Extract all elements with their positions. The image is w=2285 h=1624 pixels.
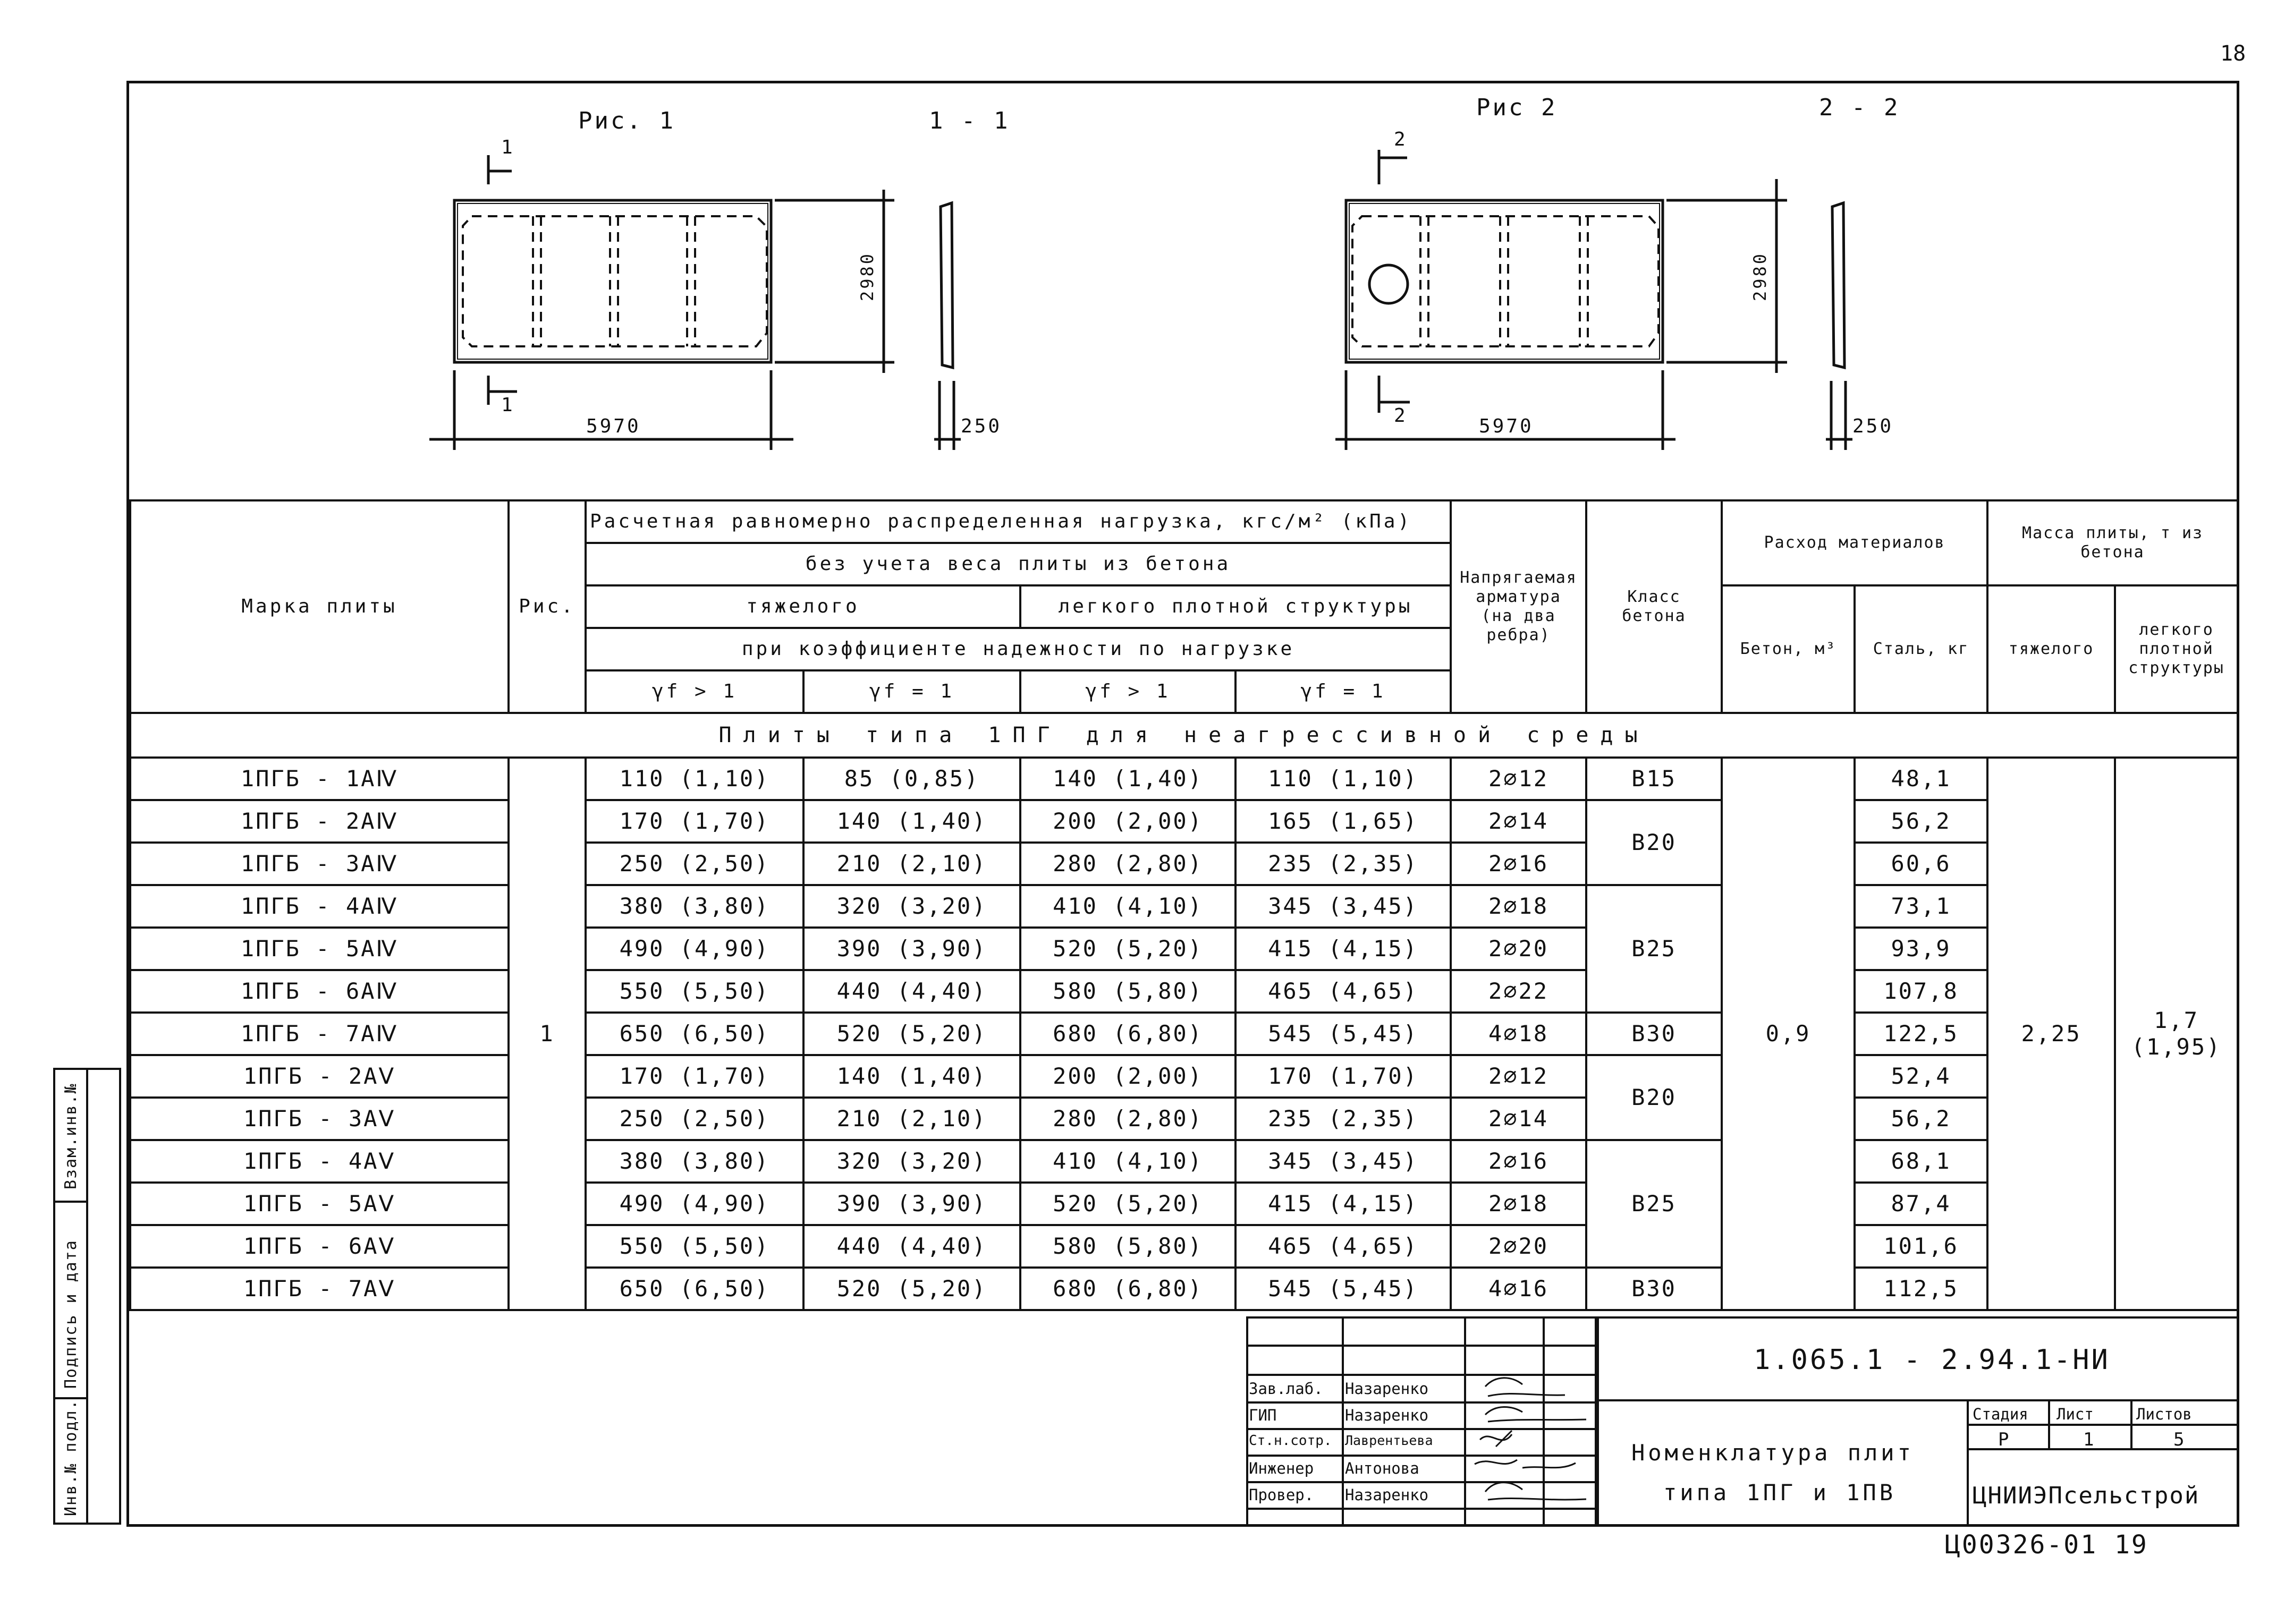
row-mark: 1ПГБ - 1АⅣ [130, 758, 509, 800]
role-0: Зав.лаб. [1249, 1380, 1323, 1398]
header-gf-eq1-light: γf = 1 [1235, 670, 1451, 713]
fig2-length-dim: 5970 [1479, 415, 1534, 437]
row-heavy-gt1: 380 (3,80) [586, 885, 803, 928]
row-class: В20 [1586, 800, 1722, 885]
row-heavy-eq1: 210 (2,10) [803, 843, 1020, 885]
row-heavy-gt1: 650 (6,50) [586, 1268, 803, 1310]
fig1-thickness-dim: 250 [961, 415, 1002, 437]
nomenclature-table [129, 499, 2239, 1311]
mass-light-value [2115, 758, 2238, 1310]
row-heavy-gt1: 650 (6,50) [586, 1013, 803, 1055]
row-steel: 56,2 [1855, 800, 1987, 843]
table-row [130, 1055, 2238, 1098]
row-heavy-eq1: 520 (5,20) [803, 1013, 1020, 1055]
header-materials: Расход материалов [1722, 500, 1987, 585]
stage-value: Р [1998, 1429, 2009, 1450]
row-mark: 1ПГБ - 7АⅤ [130, 1268, 509, 1310]
row-heavy-eq1: 390 (3,90) [803, 928, 1020, 970]
row-light-eq1: 235 (2,35) [1235, 1098, 1451, 1140]
row-steel: 112,5 [1855, 1268, 1987, 1310]
title-line-1: Номенклатура плит [1631, 1440, 1914, 1466]
row-mark: 1ПГБ - 6АⅤ [130, 1225, 509, 1268]
header-light: легкого плотной структуры [1020, 585, 1451, 628]
table-row [130, 1225, 2238, 1268]
cut-mark-1-top: 1 [501, 137, 515, 158]
row-light-gt1: 280 (2,80) [1020, 843, 1235, 885]
stage-label: Стадия [1973, 1405, 2028, 1423]
row-heavy-eq1: 140 (1,40) [803, 800, 1020, 843]
organization: ЦНИИЭПсельстрой [1973, 1482, 2200, 1509]
row-light-eq1: 415 (4,15) [1235, 1183, 1451, 1225]
table-row [130, 1140, 2238, 1183]
row-heavy-gt1: 550 (5,50) [586, 970, 803, 1013]
row-mark: 1ПГБ - 4АⅤ [130, 1140, 509, 1183]
row-mark: 1ПГБ - 2АⅤ [130, 1055, 509, 1098]
row-rebar: 2⌀22 [1451, 970, 1586, 1013]
row-mark: 1ПГБ - 4АⅣ [130, 885, 509, 928]
table-row [130, 928, 2238, 970]
row-heavy-eq1: 140 (1,40) [803, 1055, 1020, 1098]
row-steel: 68,1 [1855, 1140, 1987, 1183]
strip-replace-inv: Взам.инв.№ [62, 1083, 80, 1189]
table-row [130, 1013, 2238, 1055]
row-heavy-eq1: 440 (4,40) [803, 1225, 1020, 1268]
row-light-gt1: 410 (4,10) [1020, 1140, 1235, 1183]
row-heavy-gt1: 250 (2,50) [586, 1098, 803, 1140]
strip-sign-date: Подпись и дата [62, 1239, 80, 1389]
row-steel: 87,4 [1855, 1183, 1987, 1225]
strip-inv-orig: Инв.№ подл. [62, 1399, 80, 1516]
row-light-eq1: 465 (4,65) [1235, 970, 1451, 1013]
row-heavy-gt1: 110 (1,10) [586, 758, 803, 800]
row-class: В25 [1586, 1140, 1722, 1268]
name-4: Назаренко [1345, 1486, 1429, 1504]
row-mark: 1ПГБ - 3АⅤ [130, 1098, 509, 1140]
fig2-thickness-dim: 250 [1852, 415, 1894, 437]
row-light-eq1: 415 (4,15) [1235, 928, 1451, 970]
row-rebar: 2⌀16 [1451, 1140, 1586, 1183]
row-light-gt1: 520 (5,20) [1020, 928, 1235, 970]
header-load-sub: без учета веса плиты из бетона [586, 543, 1451, 585]
sheets-value: 5 [2173, 1429, 2185, 1450]
row-heavy-eq1: 520 (5,20) [803, 1268, 1020, 1310]
fig2-section-label: 2 - 2 [1819, 94, 1900, 121]
row-light-gt1: 280 (2,80) [1020, 1098, 1235, 1140]
row-heavy-gt1: 490 (4,90) [586, 928, 803, 970]
table-row [130, 885, 2238, 928]
row-light-gt1: 680 (6,80) [1020, 1268, 1235, 1310]
row-heavy-eq1: 320 (3,20) [803, 1140, 1020, 1183]
mass-heavy-value: 2,25 [1987, 758, 2115, 1310]
drawings-area [129, 83, 2237, 498]
table-row [130, 843, 2238, 885]
header-gf-gt1-light: γf > 1 [1020, 670, 1235, 713]
fig2-width-dim: 2980 [1750, 251, 1770, 301]
row-class: В30 [1586, 1013, 1722, 1055]
row-steel: 56,2 [1855, 1098, 1987, 1140]
row-light-eq1: 545 (5,45) [1235, 1013, 1451, 1055]
table-row [130, 800, 2238, 843]
row-light-eq1: 170 (1,70) [1235, 1055, 1451, 1098]
row-rebar: 2⌀14 [1451, 1098, 1586, 1140]
concrete-volume: 0,9 [1722, 758, 1855, 1310]
fig2-label: Рис 2 [1476, 94, 1558, 121]
row-rebar: 2⌀12 [1451, 758, 1586, 800]
row-steel: 122,5 [1855, 1013, 1987, 1055]
row-steel: 107,8 [1855, 970, 1987, 1013]
header-concrete-class: Класс бетона [1586, 500, 1722, 713]
row-rebar: 4⌀16 [1451, 1268, 1586, 1310]
row-rebar: 2⌀18 [1451, 885, 1586, 928]
row-heavy-gt1: 170 (1,70) [586, 1055, 803, 1098]
row-light-gt1: 200 (2,00) [1020, 800, 1235, 843]
row-steel: 48,1 [1855, 758, 1987, 800]
row-rebar: 2⌀14 [1451, 800, 1586, 843]
header-rebar: Напрягаемая арматура (на два ребра) [1451, 500, 1586, 713]
row-heavy-gt1: 250 (2,50) [586, 843, 803, 885]
row-heavy-eq1: 85 (0,85) [803, 758, 1020, 800]
sheet-label: Лист [2056, 1405, 2094, 1423]
mass-light-value-1: 1,7 [2154, 1007, 2199, 1033]
cut-mark-2-bottom: 2 [1394, 405, 1408, 427]
side-strip [53, 1068, 121, 1525]
row-heavy-gt1: 550 (5,50) [586, 1225, 803, 1268]
header-gf-eq1-heavy: γf = 1 [803, 670, 1020, 713]
sheet-value: 1 [2083, 1429, 2094, 1450]
row-class: В20 [1586, 1055, 1722, 1140]
row-light-gt1: 520 (5,20) [1020, 1183, 1235, 1225]
row-heavy-eq1: 210 (2,10) [803, 1098, 1020, 1140]
header-mark: Марка плиты [130, 500, 509, 713]
row-light-gt1: 140 (1,40) [1020, 758, 1235, 800]
table-row [130, 1268, 2238, 1310]
row-light-eq1: 545 (5,45) [1235, 1268, 1451, 1310]
name-2: Лаврентьева [1345, 1433, 1433, 1448]
plate-drawings-svg [129, 83, 2237, 498]
row-steel: 101,6 [1855, 1225, 1987, 1268]
role-1: ГИП [1249, 1406, 1277, 1424]
row-light-eq1: 110 (1,10) [1235, 758, 1451, 800]
row-class: В30 [1586, 1268, 1722, 1310]
cut-mark-1-bottom: 1 [501, 394, 515, 416]
fig1-length-dim: 5970 [586, 415, 641, 437]
row-steel: 73,1 [1855, 885, 1987, 928]
cut-mark-2-top: 2 [1394, 129, 1408, 150]
row-steel: 93,9 [1855, 928, 1987, 970]
header-mass-heavy: тяжелого [1987, 585, 2115, 713]
row-mark: 1ПГБ - 7АⅣ [130, 1013, 509, 1055]
designation: 1.065.1 - 2.94.1-НИ [1754, 1344, 2110, 1376]
row-light-gt1: 680 (6,80) [1020, 1013, 1235, 1055]
row-heavy-eq1: 320 (3,20) [803, 885, 1020, 928]
row-mark: 1ПГБ - 6АⅣ [130, 970, 509, 1013]
page-number: 18 [2220, 41, 2246, 66]
table-row [130, 1098, 2238, 1140]
title-line-2: типа 1ПГ и 1ПВ [1663, 1480, 1897, 1506]
row-light-gt1: 410 (4,10) [1020, 885, 1235, 928]
header-heavy: тяжелого [586, 585, 1020, 628]
row-rebar: 2⌀20 [1451, 928, 1586, 970]
row-light-eq1: 165 (1,65) [1235, 800, 1451, 843]
header-fig: Рис. [509, 500, 586, 713]
header-steel-kg: Сталь, кг [1855, 585, 1987, 713]
row-heavy-gt1: 170 (1,70) [586, 800, 803, 843]
row-light-eq1: 235 (2,35) [1235, 843, 1451, 885]
table-row [130, 970, 2238, 1013]
header-gf-gt1-heavy: γf > 1 [586, 670, 803, 713]
row-class: В25 [1586, 885, 1722, 1013]
fig1-width-dim: 2980 [857, 251, 877, 301]
row-mark: 1ПГБ - 3АⅣ [130, 843, 509, 885]
name-1: Назаренко [1345, 1406, 1429, 1424]
row-rebar: 4⌀18 [1451, 1013, 1586, 1055]
header-concrete-m3: Бетон, м³ [1722, 585, 1855, 713]
row-light-gt1: 200 (2,00) [1020, 1055, 1235, 1098]
header-mass: Масса плиты, т из бетона [1987, 500, 2238, 585]
header-load: Расчетная равномерно распределенная нагрузка, кгс/м² (кПа) [586, 500, 1451, 543]
row-heavy-eq1: 440 (4,40) [803, 970, 1020, 1013]
row-fig: 1 [509, 758, 586, 1310]
section-title: Плиты типа 1ПГ для неагрессивной среды [130, 713, 2238, 758]
row-mark: 1ПГБ - 5АⅣ [130, 928, 509, 970]
row-steel: 52,4 [1855, 1055, 1987, 1098]
header-reliability: при коэффициенте надежности по нагрузке [586, 628, 1451, 670]
row-light-eq1: 465 (4,65) [1235, 1225, 1451, 1268]
row-class: В15 [1586, 758, 1722, 800]
role-4: Провер. [1249, 1486, 1314, 1504]
role-3: Инженер [1249, 1459, 1314, 1477]
fig1-label: Рис. 1 [578, 107, 675, 134]
archive-stamp: Ц00326-01 19 [1945, 1530, 2148, 1560]
name-0: Назаренко [1345, 1380, 1429, 1398]
table-row [130, 758, 2238, 800]
row-mark: 1ПГБ - 2АⅣ [130, 800, 509, 843]
row-heavy-eq1: 390 (3,90) [803, 1183, 1020, 1225]
row-light-eq1: 345 (3,45) [1235, 1140, 1451, 1183]
row-heavy-gt1: 380 (3,80) [586, 1140, 803, 1183]
fig1-section-label: 1 - 1 [929, 107, 1010, 134]
row-rebar: 2⌀20 [1451, 1225, 1586, 1268]
table-row [130, 1183, 2238, 1225]
row-rebar: 2⌀18 [1451, 1183, 1586, 1225]
mass-light-value-2: (1,95) [2131, 1034, 2222, 1060]
name-3: Антонова [1345, 1459, 1419, 1477]
sheets-label: Листов [2136, 1405, 2192, 1423]
row-light-gt1: 580 (5,80) [1020, 1225, 1235, 1268]
row-rebar: 2⌀16 [1451, 843, 1586, 885]
role-2: Ст.н.сотр. [1249, 1433, 1332, 1449]
row-light-gt1: 580 (5,80) [1020, 970, 1235, 1013]
row-light-eq1: 345 (3,45) [1235, 885, 1451, 928]
header-mass-light: легкого плотной структуры [2115, 585, 2238, 713]
row-steel: 60,6 [1855, 843, 1987, 885]
row-heavy-gt1: 490 (4,90) [586, 1183, 803, 1225]
row-mark: 1ПГБ - 5АⅤ [130, 1183, 509, 1225]
row-rebar: 2⌀12 [1451, 1055, 1586, 1098]
